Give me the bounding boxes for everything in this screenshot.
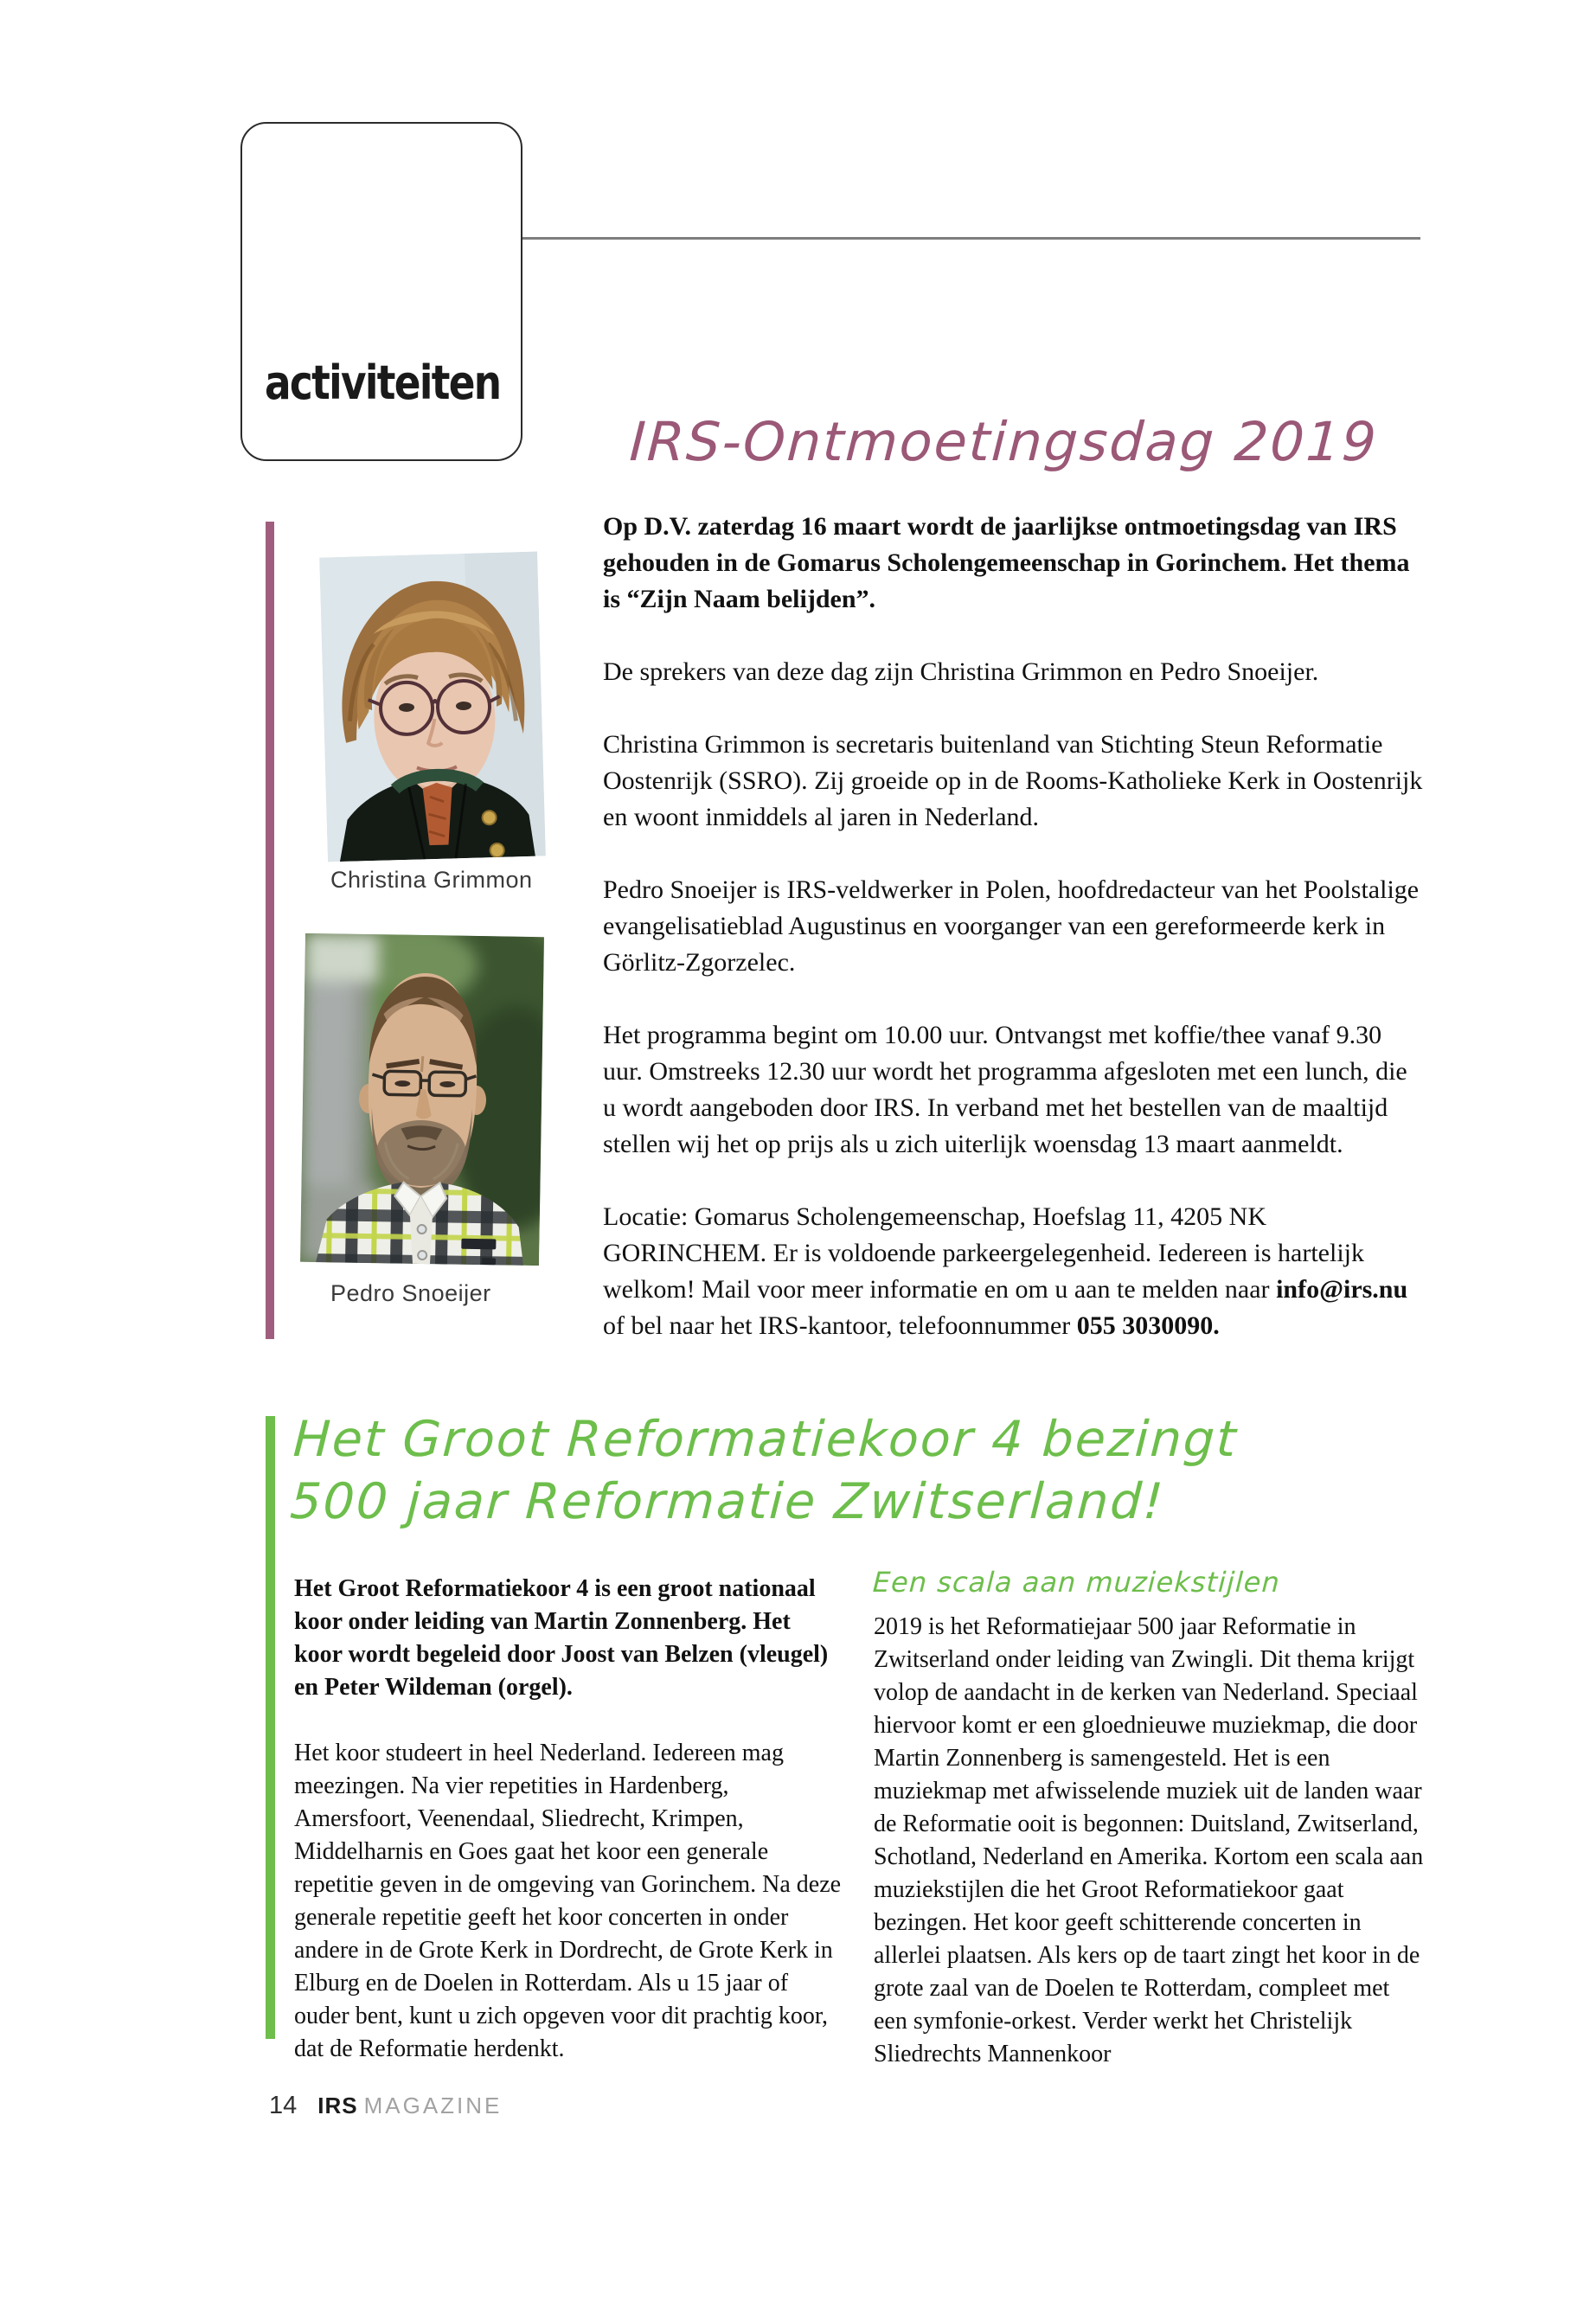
article1-accent-bar (266, 522, 274, 1339)
article1-paragraph: De sprekers van deze dag zijn Christina Grimmon en Pedro Snoeijer. (603, 657, 1319, 686)
article2-right-column (874, 1566, 1425, 2071)
article1-paragraph: Het programma begint om 10.00 uur. Ontvangst met koffie/thee vanaf 9.30 uur. Omstreeks 12.30 uur wordt het programma afgesloten met een lunch, die u wordt aangeboden door IRS. In verband met het bestellen van de maaltijd stellen wij het op prijs als u zich uiterlijk woensdag 13 maart aanmeldt. (603, 1021, 1407, 1158)
magazine-brand (317, 2093, 502, 2119)
photo-caption: Christina Grimmon (330, 867, 533, 893)
brand-irs-label: IRS (317, 2093, 358, 2118)
article2-left-column (294, 1566, 843, 2071)
article2-title-line1: Het Groot Reformatiekoor 4 bezingt (292, 1411, 1240, 1468)
article2-title-line2: 500 jaar Reformatie Zwitserland! (288, 1473, 1167, 1530)
phone-number-text: 055 3030090. (1076, 1311, 1220, 1340)
location-text: of bel naar het IRS-kantoor, telefoonnummer (603, 1311, 1077, 1340)
brand-magazine-label: MAGAZINE (363, 2093, 503, 2118)
section-tab (240, 122, 522, 461)
email-text: info@irs.nu (1276, 1275, 1408, 1304)
article1-title: IRS-Ontmoetingsdag 2019 (628, 410, 1380, 473)
article1-body (603, 509, 1425, 1381)
photo-christina-grimmon (319, 552, 546, 862)
article1-location-paragraph (603, 1199, 1425, 1344)
photo-pedro-snoeijer (300, 933, 544, 1266)
article2-intro-paragraph: Het Groot Reformatiekoor 4 is een groot nationaal koor onder leiding van Martin Zonnenberg. Het koor wordt begeleid door Joost van Belzen (vleugel) en Peter Wildeman (orgel). (294, 1575, 829, 1701)
article2-title (288, 1408, 1239, 1533)
section-tab-label: activiteiten (265, 356, 501, 410)
article2-left-body: Het koor studeert in heel Nederland. Iedereen mag meezingen. Na vier repetities in Hardenberg, Amersfoort, Veenendaal, Sliedrecht, Krimpen, Middelharnis en Goes gaat het koor een generale repetitie geven in de omgeving van Gorinchem. Na deze generale repetitie geeft het koor concerten in onder andere in de Grote Kerk in Dordrecht, de Grote Kerk in Elburg en de Doelen in Rotterdam. Als u 15 jaar of ouder bent, kunt u zich opgeven voor dit prachtig koor, dat de Reformatie herdenkt. (294, 1740, 842, 2062)
article2-right-body: 2019 is het Reformatiejaar 500 jaar Reformatie in Zwitserland onder leiding van Zwingli. Dit thema krijgt volop de aandacht in de kerken van Nederland. Speciaal hiervoor komt er een gloednieuwe muziekmap, die door Martin Zonnenberg is samengesteld. Het is een muziekmap met afwisselende muziek uit de landen waar de Reformatie ooit is begonnen: Duitsland, Zwitserland, Schotland, Nederland en Amerika. Kortom een scala aan muziekstijlen die het Groot Reformatiekoor gaat bezingen. Het koor geeft schitterende concerten in allerlei plaatsen. Als kers op de taart zingt het koor in de grote zaal van de Doelen te Rotterdam, compleet met een symfonie-orkest. Verder werkt het Christelijk Sliedrechts Mannenkoor (874, 1613, 1424, 2067)
article1-paragraph: Christina Grimmon is secretaris buitenland van Stichting Steun Reformatie Oostenrijk (SSRO). Zij groeide op in de Rooms-Katholieke Kerk in Oostenrijk en woont inmiddels al jaren in Nederland. (603, 730, 1423, 831)
article2-accent-bar (266, 1416, 275, 2039)
header-rule (522, 237, 1420, 240)
article2-subheading: Een scala aan muziekstijlen (872, 1566, 1281, 1599)
article1-intro-paragraph: Op D.V. zaterdag 16 maart wordt de jaarlijkse ontmoetingsdag van IRS gehouden in de Gomarus Scholengemeenschap in Gorinchem. Het thema is “Zijn Naam belijden”. (603, 512, 1410, 613)
photo-caption: Pedro Snoeijer (330, 1280, 491, 1306)
article1-paragraph: Pedro Snoeijer is IRS-veldwerker in Polen, hoofdredacteur van het Poolstalige evangelisatieblad Augustinus en voorganger van een gereformeerde kerk in Görlitz-Zgorzelec. (603, 875, 1420, 977)
article2-columns (294, 1566, 1425, 2071)
portrait-illustration (300, 933, 544, 1266)
portrait-illustration (319, 552, 546, 862)
page-number: 14 (269, 2092, 298, 2119)
page-footer (269, 2092, 502, 2120)
location-text: Locatie: Gomarus Scholengemeenschap, Hoefslag 11, 4205 NK GORINCHEM. Er is voldoende parkeergelegenheid. Iedereen is hartelijk welkom! Mail voor meer informatie en om u aan te melden naar (603, 1202, 1364, 1304)
